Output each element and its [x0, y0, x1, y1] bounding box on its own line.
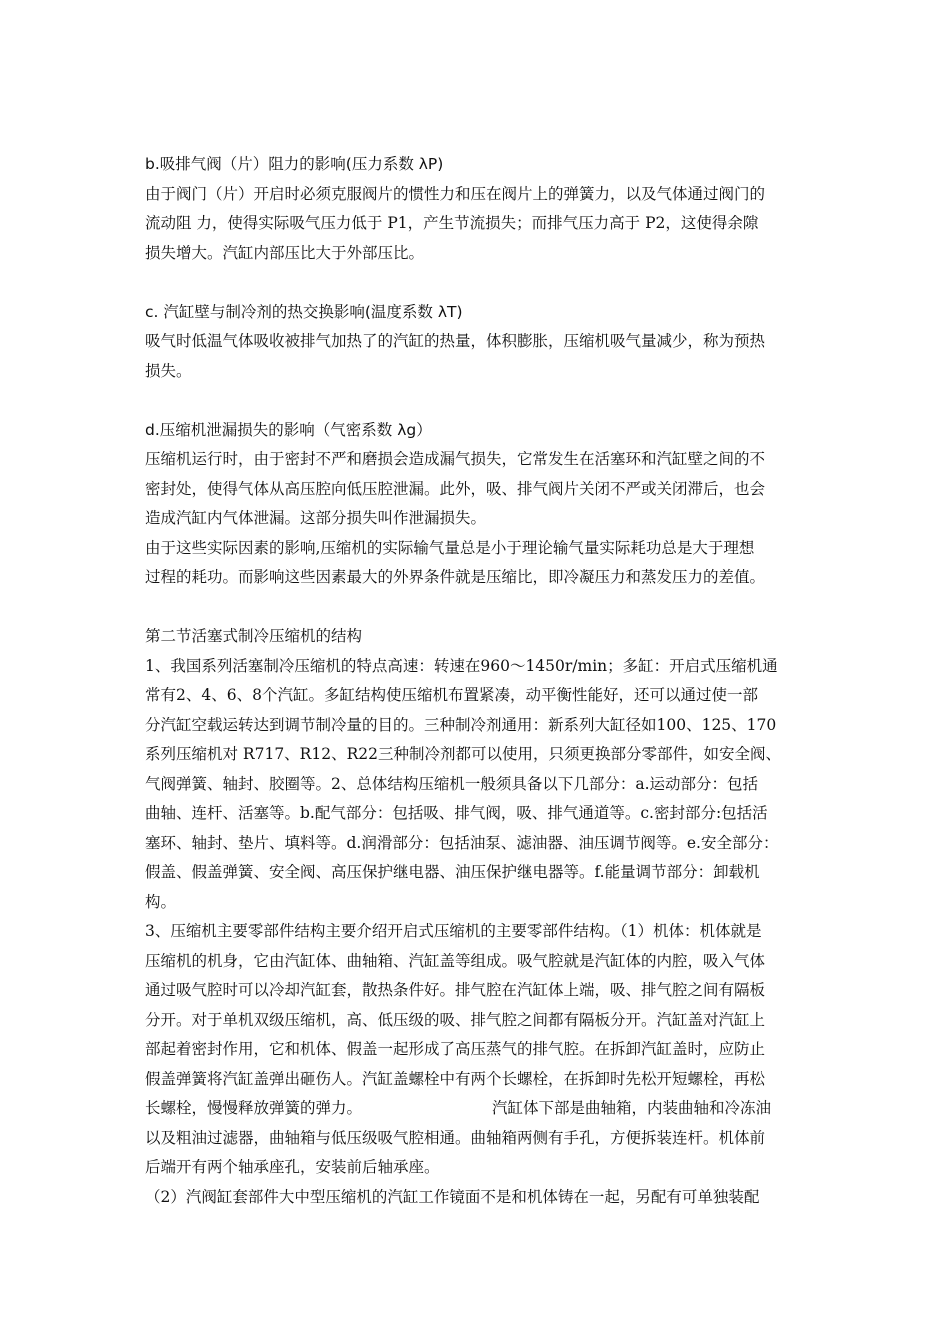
section-b-line-2: 流动阻 力，使得实际吸气压力低于 P1，产生节流损失；而排气压力高于 P2，这使得余隙: [145, 214, 759, 232]
para1-line-2: 常有2、4、6、8个汽缸。多缸结构使压缩机布置紧凑，动平衡性能好，还可以通过使一部: [145, 686, 758, 704]
document-body: [145, 150, 813, 1212]
para1-line-1: 1、我国系列活塞制冷压缩机的特点高速：转速在960～1450r/min；多缸：开启式压缩机通: [145, 656, 778, 675]
para3-line-7: [145, 1094, 813, 1124]
section-b-heading: b.吸排气阀（片）阻力的影响(压力系数 λP): [145, 155, 444, 173]
para3-line-3: 通过吸气腔时可以冷却汽缸套，散热条件好。排气腔在汽缸体上端，吸、排气腔之间有隔板: [145, 981, 766, 999]
para1-line-7: 塞环、轴封、垫片、填料等。d.润滑部分：包括油泵、滤油器、油压调节阀等。e.安全部分：: [145, 833, 779, 852]
para1-line-3: 分汽缸空载运转达到调节制冷量的目的。三种制冷剂通用：新系列大缸径如100、125、170: [145, 715, 777, 734]
para1-line-9: 构。: [145, 892, 177, 911]
section-d-line-1: 压缩机运行时，由于密封不严和磨损会造成漏气损失，它常发生在活塞环和汽缸壁之间的不: [145, 450, 766, 468]
section-c-heading: c. 汽缸壁与制冷剂的热交换影响(温度系数 λT): [145, 302, 463, 321]
para3-line-7-left: 长螺栓，慢慢释放弹簧的弹力。: [145, 1099, 363, 1117]
section-c-line-2: 损失。: [145, 361, 192, 380]
para3-line-5: 部起着密封作用，它和机体、假盖一起形成了高压蒸气的排气腔。在拆卸汽缸盖时，应防止: [145, 1040, 766, 1058]
para3-line-6: 假盖弹簧将汽缸盖弹出砸伤人。汽缸盖螺栓中有两个长螺栓，在拆卸时先松开短螺栓，再松: [145, 1069, 766, 1088]
section-d-line-3: 造成汽缸内气体泄漏。这部分损失叫作泄漏损失。: [145, 509, 487, 527]
para3-line-10: （2）汽阀缸套部件大中型压缩机的汽缸工作镜面不是和机体铸在一起，另配有可单独装配: [145, 1187, 760, 1206]
para3-line-2: 压缩机的机身，它由汽缸体、曲轴箱、汽缸盖等组成。吸气腔就是汽缸体的内腔，吸入气体: [145, 951, 766, 970]
section-d-line-5: 过程的耗功。而影响这些因素最大的外界条件就是压缩比，即冷凝压力和蒸发压力的差值。: [145, 568, 766, 586]
section-d-line-4: 由于这些实际因素的影响,压缩机的实际输气量总是小于理论输气量实际耗功总是大于理想: [145, 538, 755, 557]
para3-line-1: 3、压缩机主要零部件结构主要介绍开启式压缩机的主要零部件结构。（1）机体：机体就是: [145, 922, 762, 940]
para3-line-8: 以及粗油过滤器，曲轴箱与低压级吸气腔相通。曲轴箱两侧有手孔，方便拆装连杆。机体前: [145, 1128, 766, 1147]
section-c-line-1: 吸气时低温气体吸收被排气加热了的汽缸的热量，体积膨胀，压缩机吸气量减少，称为预热: [145, 332, 766, 350]
paragraph-gap: [145, 386, 813, 416]
paragraph-gap: [145, 268, 813, 298]
para3-line-7-right: 汽缸体下部是曲轴箱，内装曲轴和冷冻油: [492, 1099, 772, 1117]
para1-line-8: 假盖、假盖弹簧、安全阀、高压保护继电器、油压保护继电器等。f.能量调节部分：卸载机: [145, 863, 760, 881]
section-d-line-2: 密封处，使得气体从高压腔向低压腔泄漏。此外，吸、排气阀片关闭不严或关闭滞后，也会: [145, 479, 766, 498]
section-b-line-3: 损失增大。汽缸内部压比大于外部压比。: [145, 243, 425, 262]
para1-line-5: 气阀弹簧、轴封、胶圈等。2、总体结构压缩机一般须具备以下几部分：a.运动部分：包括: [145, 774, 759, 793]
paragraph-gap: [145, 593, 813, 623]
section-d-heading: d.压缩机泄漏损失的影响（气密系数 λg）: [145, 420, 432, 439]
para1-line-6: 曲轴、连杆、活塞等。b.配气部分：包括吸、排气阀，吸、排气通道等。c.密封部分:包括活: [145, 804, 768, 822]
para3-line-9: 后端开有两个轴承座孔，安装前后轴承座。: [145, 1158, 440, 1176]
para3-line-4: 分开。对于单机双级压缩机，高、低压级的吸、排气腔之间都有隔板分开。汽缸盖对汽缸上: [145, 1010, 766, 1029]
section-2-heading: 第二节活塞式制冷压缩机的结构: [145, 627, 363, 645]
para1-line-4: 系列压缩机对 R717、R12、R22三种制冷剂都可以使用，只须更换部分零部件，如安全阀、: [145, 745, 781, 763]
section-b-line-1: 由于阀门（片）开启时必须克服阀片的惯性力和压在阀片上的弹簧力，以及气体通过阀门的: [145, 184, 766, 203]
